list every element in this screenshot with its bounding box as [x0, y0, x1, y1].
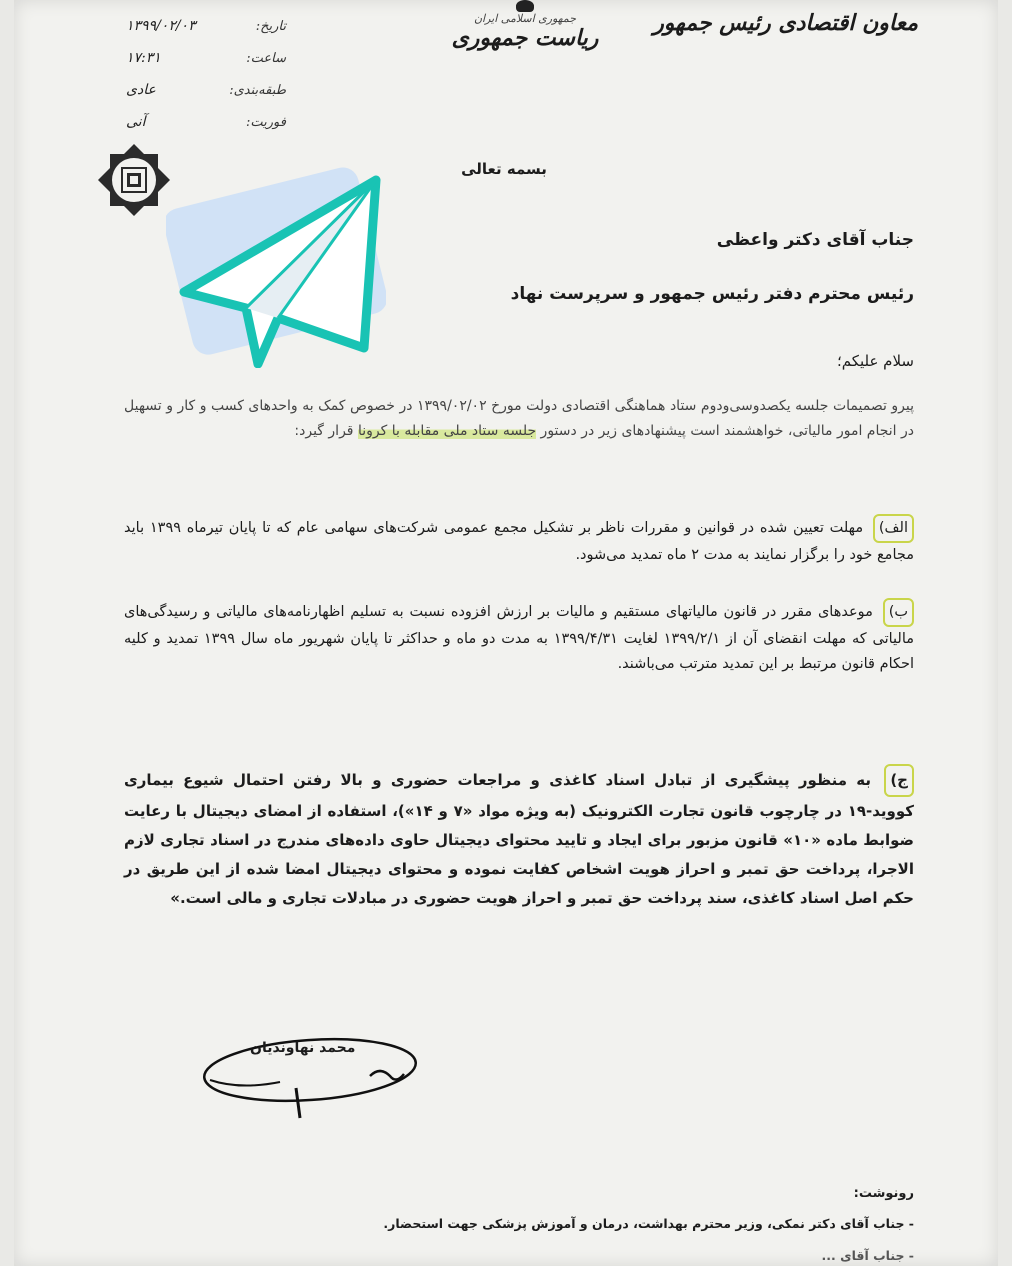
- meta-date: [126, 10, 286, 42]
- priority-label: فوریت:: [246, 114, 286, 130]
- clause-c-text: به منظور پیشگیری از تبادل اسناد کاغذی و مراجعات حضوری و بالا رفتن احتمال شیوع بیماری کووید-۱۹ در چارچوب قانون تجارت الکترونیک (به ویژه مواد «۷ و ۱۴»)، استفاده از امضای دیجیتال با رعایت ضوابط ماده «۱۰» قانون مزبور برای ایجاد و تایید محتوای دیجیتال حاوی داده‌های مندرج در اسناد تجاری لازم الاجرا، پرداخت حق تمبر و احراز هویت اشخاص کفایت نموده و محتوای دیجیتال امضا شده از این طریق در حکم اصل اسناد کاغذی، سند پرداخت حق تمبر و احراز هویت حضوری در مبادلات تجاری و مالی است.»: [124, 771, 915, 907]
- date-value: ۱۳۹۹/۰۲/۰۳: [126, 18, 196, 34]
- time-value: ۱۷:۳۱: [126, 50, 161, 66]
- presidency-emblem: [450, 0, 600, 51]
- document-page: [14, 0, 998, 1266]
- meta-classification: [126, 74, 286, 106]
- emblem-country: جمهوری اسلامی ایران: [473, 12, 577, 25]
- clause-a-mark: الف): [873, 514, 914, 543]
- meta-time: [126, 42, 286, 74]
- clause-c: [124, 764, 914, 913]
- signatory-name: محمد نهاوندیان: [250, 1040, 356, 1056]
- cc-title: رونوشت:: [853, 1186, 914, 1201]
- emblem-title: ریاست جمهوری: [451, 25, 599, 51]
- sender-title: معاون اقتصادی رئیس جمهور: [653, 10, 918, 36]
- clause-b-mark: ب): [883, 598, 914, 627]
- clause-b: [124, 598, 914, 677]
- clause-a: [124, 514, 914, 568]
- greeting: سلام علیکم؛: [836, 352, 914, 370]
- cc-item: - جناب آقای ...: [821, 1248, 914, 1263]
- meta-priority: [126, 106, 286, 138]
- emblem-mark-icon: [516, 0, 534, 12]
- signature-block: [200, 1030, 430, 1120]
- priority-value: آنی: [126, 114, 146, 130]
- date-label: تاریخ:: [255, 18, 286, 34]
- clause-b-text: موعدهای مقرر در قانون مالیاتهای مستقیم و مالیات بر ارزش افزوده نسبت به تسلیم اظهارنامه‌های مالیاتی و رسیدگی‌های مالیاتی که مهلت انقضای آن از ۱۳۹۹/۲/۱ لغایت ۱۳۹۹/۴/۳۱ به مدت دو ماه و حداکثر تا پایان شهریور ماه سال ۱۳۹۹ تمدید و کلیه احکام قانون مرتبط بر این تمدید مترتب می‌باشند.: [124, 604, 915, 672]
- cc-item: - جناب آقای دکتر نمکی، وزیر محترم بهداشت، درمان و آموزش پزشکی جهت استحضار.: [383, 1216, 914, 1231]
- classification-label: طبقه‌بندی:: [229, 82, 286, 98]
- intro-paragraph: [124, 394, 914, 444]
- basmala: بسمه تعالی: [461, 160, 547, 178]
- recipient-name: جناب آقای دکتر واعظی: [716, 230, 914, 250]
- intro-text-1: پیرو تصمیمات جلسه یکصدوسی‌ودوم ستاد هماهنگی اقتصادی دولت مورخ ۱۳۹۹/۰۲/۰۲ در خصوص کمک به واحدهای کسب و کار و تسهیل در انجام امور مالیاتی، خواهشمند است پیشنهادهای زیر در دستور: [124, 398, 915, 439]
- intro-text-2: قرار گیرد:: [294, 423, 358, 439]
- telegram-icon: [166, 158, 386, 368]
- time-label: ساعت:: [246, 50, 286, 66]
- clause-a-text: مهلت تعیین شده در قوانین و مقررات ناظر بر تشکیل مجمع عمومی شرکت‌های سهامی عام که تا پایان تیرماه ۱۳۹۹ باید مجامع خود را برگزار نمایند به مدت ۲ ماه تمدید می‌شود.: [124, 520, 914, 563]
- letter-meta: [126, 10, 286, 138]
- official-seal-icon: [96, 142, 172, 218]
- intro-highlight: جلسه ستاد ملی مقابله با کرونا: [357, 423, 537, 439]
- clause-c-mark: ج): [884, 764, 914, 797]
- recipient-title: رئیس محترم دفتر رئیس جمهور و سرپرست نهاد: [510, 284, 914, 304]
- classification-value: عادی: [126, 82, 156, 98]
